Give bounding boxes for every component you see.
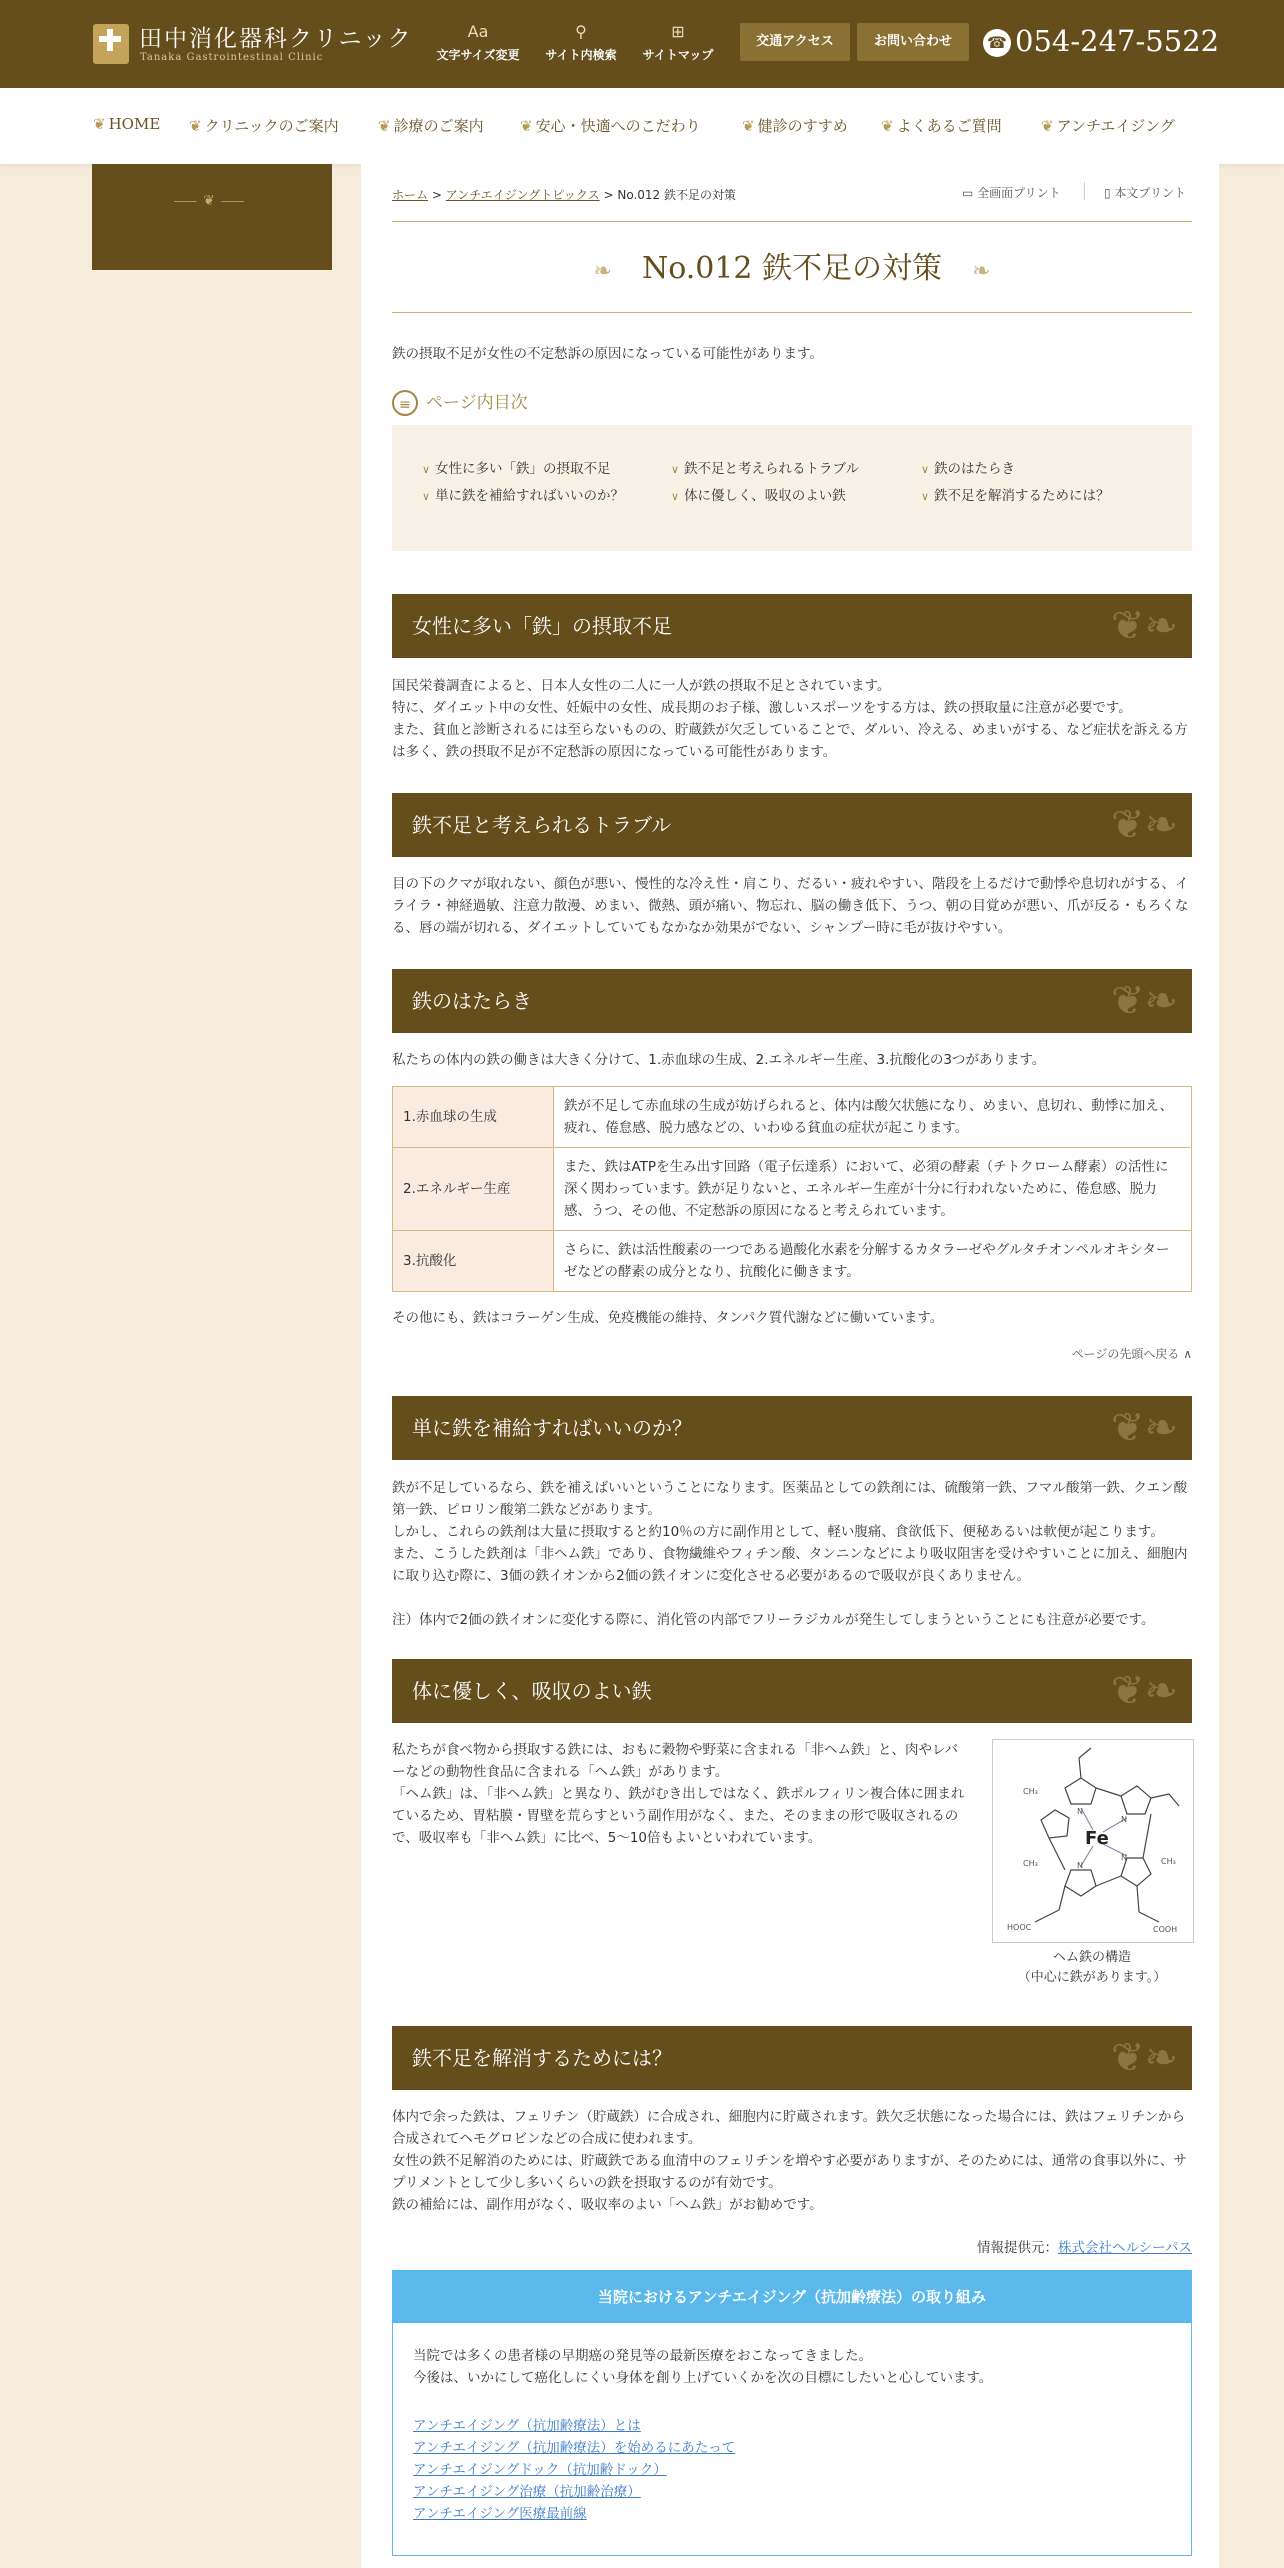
gnav-label: アンチエイジング — [1056, 117, 1175, 135]
swirl-ornament-icon: ❦❧ — [1110, 1668, 1178, 1714]
leaf-icon: ❦ — [93, 115, 106, 133]
font-size-icon: Aa — [467, 22, 489, 41]
site-search-label: サイト内検索 — [545, 48, 617, 62]
note: 注）体内で2価の鉄イオンに変化する際に、消化管の内部でフリーラジカルが発生してしまうということにも注意が必要です。 — [392, 1612, 1155, 1628]
chevron-down-icon: ∨ — [671, 463, 680, 476]
swirl-ornament-icon: ❦❧ — [1110, 603, 1178, 649]
clinic-name-en: Tanaka Gastrointestinal Clinic — [140, 52, 324, 63]
figure-caption-line: ヘム鉄の構造 — [1052, 1950, 1131, 1965]
n-label: N — [1121, 1815, 1127, 1824]
antiaging-link[interactable]: アンチエイジング（抗加齢療法）を始めるにあたって — [413, 2440, 736, 2456]
sitemap-icon: ⊞ — [671, 22, 685, 41]
chevron-down-icon: ∨ — [671, 490, 680, 503]
font-size-button[interactable] — [423, 22, 533, 63]
gnav-label: 健診のすすめ — [757, 117, 848, 135]
list-icon: ≡ — [392, 390, 418, 416]
print-full-label: 全画面プリント — [977, 186, 1061, 200]
page-title — [392, 243, 1192, 287]
paragraph: 「ヘム鉄」は、「非ヘム鉄」と異なり、鉄がむき出しではなく、鉄ポルフィリン複合体に囲まれているため、胃粘膜・胃壁を荒らすという副作用がなく、また、そのままの形で吸収されるので、吸収率も「非ヘム鉄」に比べ、5～10倍もよいといわれています。 — [392, 1786, 965, 1846]
table-row — [393, 1148, 1192, 1231]
access-button[interactable]: 交通アクセス — [740, 23, 850, 61]
antiaging-box-heading: 当院におけるアンチエイジング（抗加齢療法）の取り組み — [393, 2271, 1191, 2323]
section-heading-text: 鉄のはたらき — [412, 989, 532, 1013]
paragraph: 特に、ダイエット中の女性、妊娠中の女性、成長期のお子様、激しいスポーツをする方は、鉄の摂取量に注意が必要です。 — [392, 700, 1132, 716]
leaf-icon: ❦ — [1041, 117, 1054, 135]
chevron-up-icon: ∧ — [1179, 1347, 1192, 1361]
site-search-button[interactable] — [526, 22, 636, 63]
phone-text: 054-247-5522 — [1015, 24, 1220, 58]
breadcrumb-home[interactable]: ホーム — [392, 188, 429, 202]
print-body-button[interactable] — [1104, 184, 1186, 201]
figure-caption — [980, 1948, 1204, 1988]
gnav-checkup[interactable] — [742, 115, 848, 136]
source-link[interactable]: 株式会社ヘルシーパス — [1058, 2240, 1192, 2256]
ch3-label: CH₃ — [1161, 1857, 1176, 1866]
print-divider — [1084, 182, 1085, 200]
paragraph: また、貧血と診断されるには至らないものの、貯蔵鉄が欠乏していることで、ダルい、冷える、めまいがする、など症状を訴える方は多く、鉄の摂取不足が不定愁訴の原因になっている可能性があります。 — [392, 722, 1188, 760]
paragraph: 鉄の補給には、副作用がなく、吸収率のよい「ヘム鉄」がお勧めです。 — [392, 2197, 823, 2213]
section-text — [392, 675, 1192, 763]
chevron-down-icon: ∨ — [921, 490, 930, 503]
print-body-label: 本文プリント — [1114, 186, 1186, 200]
paragraph: 私たちが食べ物から摂取する鉄には、おもに穀物や野菜に含まれる「非ヘム鉄」と、肉やレバーなどの動物性食品に含まれる「ヘム鉄」があります。 — [392, 1742, 959, 1780]
paragraph: しかし、これらの鉄剤は大量に摂取すると約10％の方に副作用として、軽い腹痛、食欲低下、便秘あるいは軟便が起こります。 — [392, 1524, 1164, 1540]
back-to-top-link[interactable] — [1000, 1345, 1192, 1362]
toc-item[interactable] — [671, 484, 846, 504]
n-label: N — [1077, 1807, 1083, 1816]
swirl-ornament-icon: ❦❧ — [1110, 978, 1178, 1024]
search-icon: ⚲ — [575, 22, 587, 41]
paragraph: その他にも、鉄はコラーゲン生成、免疫機能の維持、タンパク質代謝などに働いています。 — [392, 1310, 944, 1326]
toc-item[interactable] — [422, 484, 624, 504]
paragraph: 私たちの体内の鉄の働きは大きく分けて、1.赤血球の生成、2.エネルギー生産、3.抗酸化の3つがあります。 — [392, 1052, 1046, 1068]
gnav-home[interactable] — [93, 115, 160, 133]
section-heading-text: 女性に多い「鉄」の摂取不足 — [412, 614, 672, 638]
site-header — [0, 0, 1284, 88]
toc-item-label: 女性に多い「鉄」の摂取不足 — [435, 461, 611, 477]
antiaging-link[interactable]: アンチエイジングドック（抗加齢ドック） — [413, 2462, 667, 2478]
paragraph: 目の下のクマが取れない、顔色が悪い、慢性的な冷え性・肩こり、だるい・疲れやすい、階段を上るだけで動悸や息切れがする、イライラ・神経過敏、注意力散漫、めまい、微熱、頭が痛い、物忘れ、脳の働き低下、うつ、朝の目覚めが悪い、爪が反る・もろくなる、唇の端が切れる、ダイエットしていてもなかなか効果がでない、シャンプー時に毛が抜けやすい。 — [392, 876, 1189, 936]
breadcrumb-parent[interactable]: アンチエイジングトピックス — [445, 188, 600, 202]
antiaging-link[interactable]: アンチエイジング（抗加齢療法）とは — [413, 2418, 641, 2434]
section-heading-text: 鉄不足を解消するためには？ — [412, 2046, 672, 2070]
gnav-clinic[interactable] — [189, 115, 339, 136]
print-full-button[interactable] — [962, 184, 1061, 201]
title-rule-bottom — [392, 312, 1192, 313]
toc-item-label: 単に鉄を補給すればいいのか？ — [435, 488, 625, 504]
section-heading — [392, 1659, 1192, 1723]
toc-item[interactable] — [671, 457, 859, 477]
toc-heading — [392, 388, 528, 416]
iron-function-table — [392, 1086, 1192, 1292]
paragraph: 鉄が不足しているなら、鉄を補えばいいということになります。医薬品としての鉄剤には、硫酸第一鉄、フマル酸第一鉄、クエン酸第一鉄、ピロリン酸第二鉄などがあります。 — [392, 1480, 1188, 1518]
toc-heading-text: ページ内目次 — [426, 393, 528, 413]
table-key: 3.抗酸化 — [393, 1231, 554, 1292]
ch3-label: CH₃ — [1023, 1787, 1038, 1796]
section-heading-text: 体に優しく、吸収のよい鉄 — [412, 1679, 652, 1703]
paragraph: 女性の鉄不足解消のためには、貯蔵鉄である血清中のフェリチンを増やす必要がありますが、そのためには、通常の食事以外に、サプリメントとして少し多いくらいの鉄を摂取するのが有効です。 — [392, 2153, 1187, 2191]
swirl-ornament-icon: ❦❧ — [1110, 2035, 1178, 2081]
gnav-label: 安心・快適へのこだわり — [535, 117, 701, 135]
toc-box — [392, 425, 1192, 551]
breadcrumb-current: No.012 鉄不足の対策 — [617, 188, 737, 202]
toc-item-label: 体に優しく、吸収のよい鉄 — [684, 488, 846, 504]
toc-item-label: 鉄不足を解消するためには？ — [934, 488, 1110, 504]
antiaging-link-list — [413, 2415, 735, 2525]
paragraph: また、こうした鉄剤は「非ヘム鉄」であり、食物繊維やフィチン酸、タンニンなどにより吸収阻害を受けやすいことに加え、細胞内に取り込む際に、3価の鉄イオンから2価の鉄イオンに変化させる必要があるので吸収が良くありません。 — [392, 1546, 1188, 1584]
section-heading — [392, 594, 1192, 658]
breadcrumb-sep: > — [431, 188, 442, 202]
font-size-label: 文字サイズ変更 — [436, 48, 520, 62]
paragraph: 国民栄養調査によると、日本人女性の二人に一人が鉄の摂取不足とされています。 — [392, 678, 891, 694]
table-row — [393, 1231, 1192, 1292]
back-to-top-label: ページの先頭へ戻る — [1071, 1347, 1180, 1361]
toc-item-label: 鉄のはたらき — [934, 461, 1016, 477]
cooh-label: COOH — [1153, 1925, 1178, 1934]
section-heading-text: 鉄不足と考えられるトラブル — [412, 813, 672, 837]
phone-number[interactable] — [983, 24, 1219, 58]
section-text — [392, 1477, 1192, 1631]
antiaging-link[interactable]: アンチエイジング治療（抗加齢治療） — [413, 2484, 641, 2500]
toc-item[interactable] — [422, 457, 611, 477]
n-label: N — [1121, 1853, 1127, 1862]
sitemap-label: サイトマップ — [642, 48, 714, 62]
paragraph: 今後は、いかにして癌化しにくい身体を創り上げていくかを次の目標にしたいと心しています。 — [413, 2370, 993, 2386]
breadcrumb — [392, 186, 736, 203]
heme-molecule-diagram — [993, 1740, 1193, 1942]
sitemap-button[interactable] — [623, 22, 733, 63]
figure-caption-line: （中心に鉄があります。） — [1017, 1970, 1167, 1985]
page-title-text: No.012 鉄不足の対策 — [641, 251, 943, 286]
paragraph: 当院では多くの患者様の早期癌の発見等の最新医療をおこなってきました。 — [413, 2348, 872, 2364]
heme-structure-figure — [992, 1739, 1194, 1943]
swirl-ornament-icon: ❦❧ — [1110, 1405, 1178, 1451]
global-nav — [0, 88, 1284, 164]
clinic-logo-icon[interactable] — [93, 24, 129, 64]
fe-label: Fe — [1085, 1828, 1109, 1849]
table-row — [393, 1087, 1192, 1148]
info-source — [880, 2236, 1192, 2256]
gnav-comfort[interactable] — [520, 115, 701, 136]
antiaging-info-box — [392, 2270, 1192, 2556]
gnav-label: クリニックのご案内 — [204, 117, 339, 135]
paragraph: 体内で余った鉄は、フェリチン（貯蔵鉄）に合成され、細胞内に貯蔵されます。鉄欠乏状態になった場合には、鉄はフェリチンから合成されてヘモグロビンなどの合成に使われます。 — [392, 2109, 1185, 2147]
table-value: さらに、鉄は活性酸素の一つである過酸化水素を分解するカタラーゼやグルタチオンペルオキシターゼなどの酵素の成分となり、抗酸化に働きます。 — [554, 1231, 1192, 1292]
leaf-icon: ❦ — [520, 117, 533, 135]
gnav-antiaging[interactable] — [1041, 115, 1175, 136]
gnav-medical[interactable] — [378, 115, 484, 136]
sidebar-title[interactable] — [92, 164, 332, 270]
monitor-icon: ▭ — [962, 186, 978, 200]
lead-text: 鉄の摂取不足が女性の不定愁訴の原因になっている可能性があります。 — [392, 346, 823, 362]
ch3-label: CH₃ — [1023, 1859, 1038, 1868]
table-key: 1.赤血球の生成 — [393, 1087, 554, 1148]
section-heading — [392, 1396, 1192, 1460]
table-key: 2.エネルギー生産 — [393, 1148, 554, 1231]
phone-icon: ☎ — [983, 29, 1011, 57]
gnav-label: HOME — [108, 115, 161, 133]
section-text — [392, 2106, 1192, 2216]
swirl-ornament-icon: ❦❧ — [1110, 802, 1178, 848]
gnav-faq[interactable] — [881, 115, 1002, 136]
source-label: 情報提供元： — [977, 2240, 1058, 2256]
section-text — [392, 873, 1192, 939]
toc-item-label: 鉄不足と考えられるトラブル — [684, 461, 860, 477]
document-icon: ▯ — [1104, 186, 1115, 200]
table-value: また、鉄はATPを生み出す回路（電子伝達系）において、必須の酵素（チトクローム酵素）の活性に深く関わっています。鉄が足りないと、エネルギー生産が十分に行われないために、倦怠感、脱力感、うつ、その他、不定愁訴の原因になると考えられています。 — [554, 1148, 1192, 1231]
clinic-name[interactable]: 田中消化器科クリニック — [139, 26, 413, 52]
breadcrumb-sep: > — [603, 188, 614, 202]
contact-button[interactable]: お問い合わせ — [857, 23, 969, 61]
ornament-icon: ❧ — [593, 259, 612, 284]
n-label: N — [1077, 1861, 1083, 1870]
table-value: 鉄が不足して赤血球の生成が妨げられると、体内は酸欠状態になり、めまい、息切れ、動悸に加え、疲れ、倦怠感、脱力感などの、いわゆる貧血の症状が起こります。 — [554, 1087, 1192, 1148]
section-text — [392, 1739, 970, 1849]
chevron-down-icon: ∨ — [422, 490, 431, 503]
chevron-down-icon: ∨ — [422, 463, 431, 476]
antiaging-link[interactable]: アンチエイジング医療最前線 — [413, 2506, 587, 2522]
section-heading-text: 単に鉄を補給すればいいのか？ — [412, 1416, 692, 1440]
toc-item[interactable] — [921, 484, 1110, 504]
leaf-icon: ❦ — [742, 117, 755, 135]
leaf-icon: ❦ — [189, 117, 202, 135]
ornament-icon: ❧ — [972, 259, 991, 284]
gnav-label: よくあるご質問 — [896, 117, 1002, 135]
antiaging-box-text — [413, 2345, 992, 2389]
section-heading — [392, 793, 1192, 857]
section-heading — [392, 969, 1192, 1033]
gnav-label: 診療のご案内 — [393, 117, 484, 135]
section-heading — [392, 2026, 1192, 2090]
ornament-icon: ⸺❦⸺ — [173, 193, 251, 209]
title-rule-top — [392, 221, 1192, 222]
hooc-label: HOOC — [1007, 1923, 1032, 1932]
leaf-icon: ❦ — [378, 117, 391, 135]
leaf-icon: ❦ — [881, 117, 894, 135]
toc-item[interactable] — [921, 457, 1015, 477]
chevron-down-icon: ∨ — [921, 463, 930, 476]
